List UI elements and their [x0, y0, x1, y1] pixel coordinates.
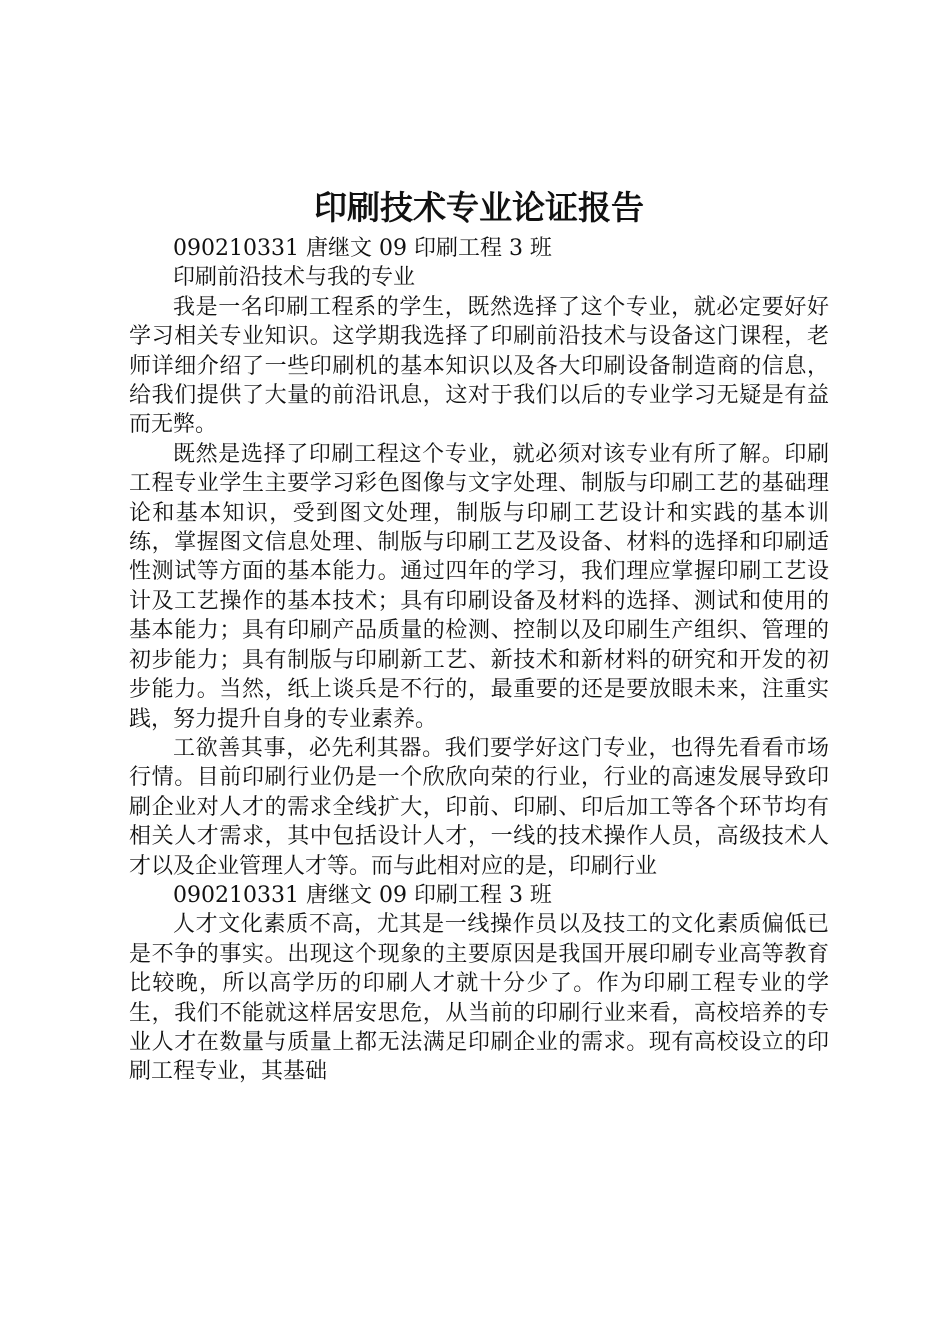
section-subtitle: 印刷前沿技术与我的专业	[173, 265, 416, 291]
paragraph: 我是一名印刷工程系的学生，既然选择了这个专业，就必定要好好学习相关专业知识。这学期我选择了印刷前沿技术与设备这门课程，老师详细介绍了一些印刷机的基本知识以及各大印刷设备制造商的信息，给我们提供了大量的前沿讯息，这对于我们以后的专业学习无疑是有益而无弊。	[129, 294, 829, 438]
paragraph: 工欲善其事，必先利其器。我们要学好这门专业，也得先看看市场行情。目前印刷行业仍是一个欣欣向荣的行业，行业的高速发展导致印刷企业对人才的需求全线扩大，印前、印刷、印后加工等各个环节均有相关人才需求，其中包括设计人才，一线的技术操作人员，高级技术人才以及企业管理人才等。而与此相对应的是，印刷行业	[129, 735, 829, 879]
author-line: 090210331 唐继文 09 印刷工程 3 班	[173, 236, 552, 261]
paragraph: 既然是选择了印刷工程这个专业，就必须对该专业有所了解。印刷工程专业学生主要学习彩色图像与文字处理、制版与印刷工艺的基础理论和基本知识，受到图文处理，制版与印刷工艺设计和实践的基本训练，掌握图文信息处理、制版与印刷工艺及设备、材料的选择和印刷适性测试等方面的基本能力。通过四年的学习，我们理应掌握印刷工艺设计及工艺操作的基本技术；具有印刷设备及材料的选择、测试和使用的基本能力；具有印刷产品质量的检测、控制以及印刷生产组织、管理的初步能力；具有制版与印刷新工艺、新技术和新材料的研究和开发的初步能力。当然，纸上谈兵是不行的，最重要的还是要放眼未来，注重实践，努力提升自身的专业素养。	[129, 441, 829, 732]
paragraph: 人才文化素质不高，尤其是一线操作员以及技工的文化素质偏低已是不争的事实。出现这个现象的主要原因是我国开展印刷专业高等教育比较晚，所以高学历的印刷人才就十分少了。作为印刷工程专业的学生，我们不能就这样居安思危，从当前的印刷行业来看，高校培养的专业人才在数量与质量上都无法满足印刷企业的需求。现有高校设立的印刷工程专业，其基础	[129, 912, 829, 1085]
author-line-repeat: 090210331 唐继文 09 印刷工程 3 班	[173, 882, 552, 908]
document-title: 印刷技术专业论证报告	[314, 188, 644, 227]
document-body	[129, 182, 829, 1087]
